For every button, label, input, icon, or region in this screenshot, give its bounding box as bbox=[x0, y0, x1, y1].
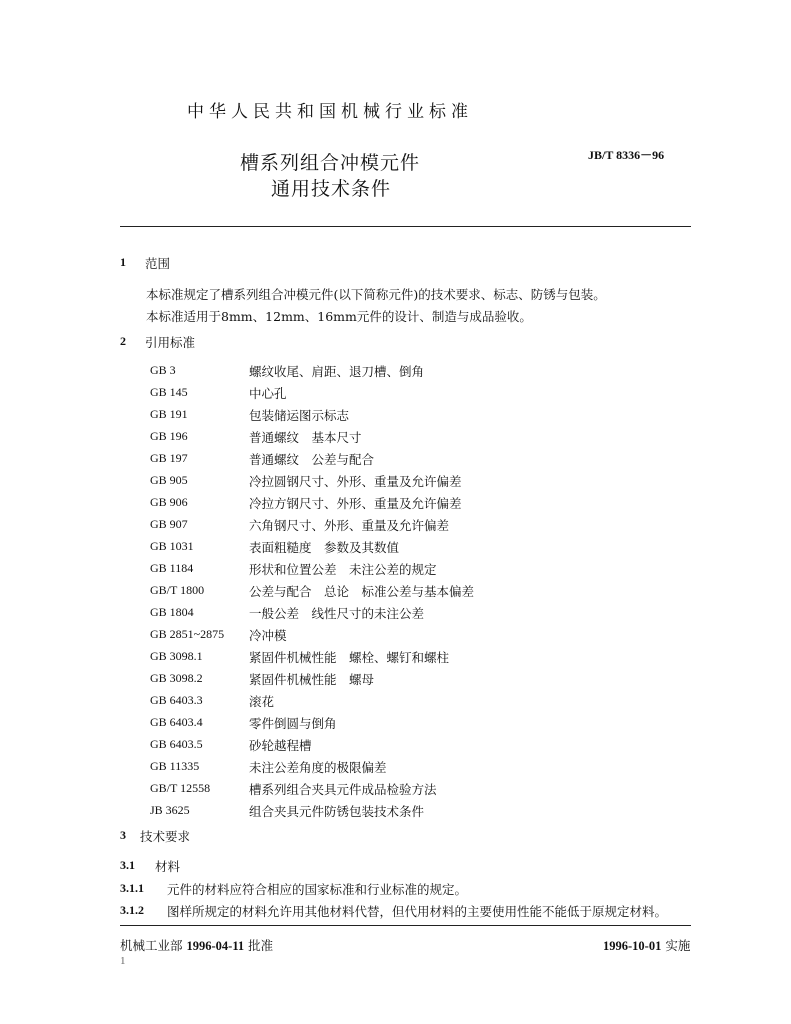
section-1-para-1: 本标准规定了槽系列组合冲模元件(以下简称元件)的技术要求、标志、防锈与包装。 bbox=[146, 287, 606, 302]
reference-title: 砂轮越程槽 bbox=[249, 738, 312, 753]
reference-code: JB 3625 bbox=[150, 803, 190, 817]
reference-title: 紧固件机械性能 螺栓、螺钉和螺柱 bbox=[249, 650, 450, 665]
reference-code: GB/T 12558 bbox=[150, 781, 211, 795]
section-3-1-2-text: 图样所规定的材料允许用其他材料代替，但代用材料的主要使用性能不能低于原规定材料。 bbox=[167, 904, 668, 919]
reference-title: 未注公差角度的极限偏差 bbox=[249, 760, 387, 775]
section-1-title: 范围 bbox=[145, 256, 171, 271]
reference-title: 紧固件机械性能 螺母 bbox=[249, 672, 375, 687]
reference-title: 形状和位置公差 未注公差的规定 bbox=[249, 562, 437, 577]
section-3-1-number: 3.1 bbox=[120, 858, 135, 872]
reference-code: GB 6403.5 bbox=[150, 737, 203, 751]
reference-code: GB 197 bbox=[150, 451, 188, 465]
approval-label: 批准 bbox=[248, 938, 274, 953]
reference-code: GB 145 bbox=[150, 385, 188, 399]
reference-title: 冷拉方钢尺寸、外形、重量及允许偏差 bbox=[249, 496, 462, 511]
org-heading: 中华人民共和国机械行业标准 bbox=[187, 102, 473, 122]
reference-code: GB 6403.4 bbox=[150, 715, 203, 729]
reference-code: GB 1184 bbox=[150, 561, 194, 575]
reference-code: GB 3098.1 bbox=[150, 649, 203, 663]
reference-title: 普通螺纹 基本尺寸 bbox=[249, 430, 362, 445]
section-2-number: 2 bbox=[120, 334, 126, 348]
reference-code: GB 2851~2875 bbox=[150, 627, 225, 641]
reference-title: 冷拉圆钢尺寸、外形、重量及允许偏差 bbox=[249, 474, 462, 489]
reference-code: GB/T 1800 bbox=[150, 583, 205, 597]
reference-code: GB 1031 bbox=[150, 539, 194, 553]
effective-date: 1996-10-01 bbox=[603, 939, 662, 953]
reference-title: 螺纹收尾、肩距、退刀槽、倒角 bbox=[249, 364, 425, 379]
section-3-1-1-text: 元件的材料应符合相应的国家标准和行业标准的规定。 bbox=[167, 882, 468, 897]
footer-divider bbox=[120, 925, 691, 926]
reference-code: GB 11335 bbox=[150, 759, 200, 773]
reference-code: GB 196 bbox=[150, 429, 188, 443]
reference-code: GB 906 bbox=[150, 495, 188, 509]
standard-code: JB/T 8336－96 bbox=[588, 148, 665, 162]
document-title-line1: 槽系列组合冲模元件 bbox=[240, 152, 421, 174]
header-divider bbox=[120, 226, 691, 227]
reference-title: 表面粗糙度 参数及其数值 bbox=[249, 540, 400, 555]
reference-title: 中心孔 bbox=[249, 386, 287, 401]
reference-title: 滚花 bbox=[249, 694, 275, 709]
reference-title: 零件倒圆与倒角 bbox=[249, 716, 337, 731]
section-3-1-2-number: 3.1.2 bbox=[120, 903, 144, 917]
reference-title: 公差与配合 总论 标准公差与基本偏差 bbox=[249, 584, 475, 599]
page-number: 1 bbox=[120, 955, 126, 967]
section-3-title: 技术要求 bbox=[140, 829, 191, 844]
reference-code: GB 907 bbox=[150, 517, 188, 531]
reference-code: GB 905 bbox=[150, 473, 188, 487]
reference-code: GB 191 bbox=[150, 407, 188, 421]
reference-code: GB 3 bbox=[150, 363, 176, 377]
effective-label: 实施 bbox=[665, 938, 691, 953]
reference-title: 六角钢尺寸、外形、重量及允许偏差 bbox=[249, 518, 450, 533]
reference-title: 普通螺纹 公差与配合 bbox=[249, 452, 375, 467]
effective-info bbox=[603, 936, 690, 954]
reference-code: GB 1804 bbox=[150, 605, 194, 619]
section-3-1-title: 材料 bbox=[155, 859, 181, 874]
approval-info bbox=[120, 936, 273, 954]
document-title-line2: 通用技术条件 bbox=[271, 178, 392, 200]
reference-title: 冷冲模 bbox=[249, 628, 287, 643]
section-1-number: 1 bbox=[120, 255, 126, 269]
reference-code: GB 3098.2 bbox=[150, 671, 203, 685]
approval-date: 1996-04-11 bbox=[186, 939, 245, 953]
section-2-title: 引用标准 bbox=[145, 335, 196, 350]
approver-name: 机械工业部 bbox=[120, 938, 183, 953]
section-3-number: 3 bbox=[120, 828, 126, 842]
reference-title: 一般公差 线性尺寸的未注公差 bbox=[249, 606, 425, 621]
reference-title: 组合夹具元件防锈包装技术条件 bbox=[249, 804, 425, 819]
section-3-1-1-number: 3.1.1 bbox=[120, 881, 144, 895]
reference-code: GB 6403.3 bbox=[150, 693, 203, 707]
reference-title: 包装储运图示标志 bbox=[249, 408, 350, 423]
section-1-para-2: 本标准适用于8mm、12mm、16mm元件的设计、制造与成品验收。 bbox=[146, 309, 532, 324]
reference-title: 槽系列组合夹具元件成品检验方法 bbox=[249, 782, 437, 797]
